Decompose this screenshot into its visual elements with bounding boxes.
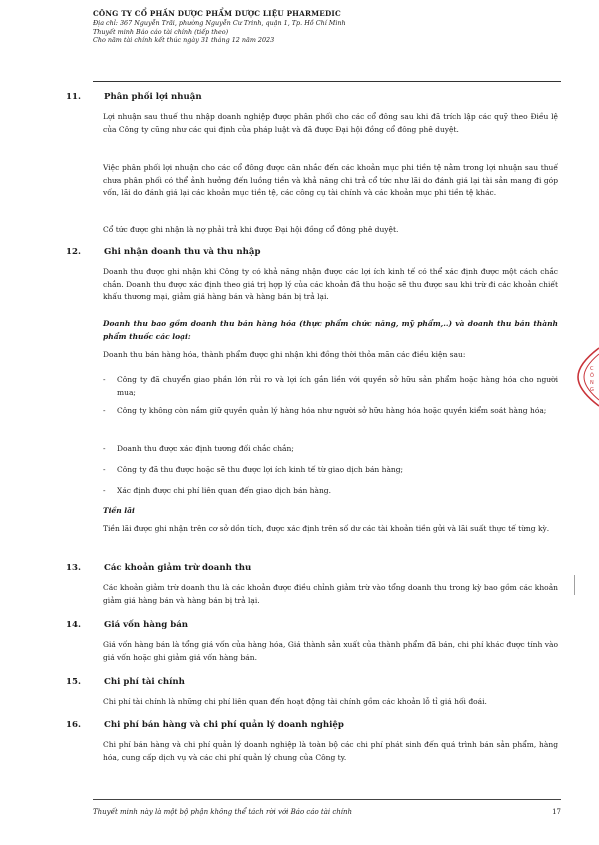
section-14-number: 14. xyxy=(66,620,81,630)
section-12-subheading-interest: Tiền lãi xyxy=(103,506,135,515)
section-12-paragraph-2: Doanh thu bán hàng hóa, thành phẩm được ghi nhận khi đồng thời thỏa mãn các điều kiện sau: xyxy=(103,350,466,359)
svg-text:Ô: Ô xyxy=(590,373,594,379)
list-bullet: - xyxy=(103,406,106,415)
svg-text:C: C xyxy=(590,366,594,372)
section-16-title: Chi phí bán hàng và chi phí quản lý doanh nghiệp xyxy=(104,720,344,730)
scan-mark xyxy=(573,575,576,595)
header-divider xyxy=(93,81,561,82)
section-15-paragraph-1: Chi phí tài chính là những chi phí liên quan đến hoạt động tài chính gồm các khoản lỗ tỉ giá hối đoái. xyxy=(103,697,487,706)
section-14-title: Giá vốn hàng bán xyxy=(104,620,189,630)
page-header xyxy=(93,9,553,45)
list-bullet: - xyxy=(103,465,106,474)
list-item-text: Doanh thu được xác định tương đối chắc chắn; xyxy=(117,444,294,453)
section-11-paragraph-3: Cổ tức được ghi nhận là nợ phải trả khi được Đại hội đồng cổ đông phê duyệt. xyxy=(103,225,399,234)
section-12-subheading-revenue: Doanh thu bao gồm doanh thu bán hàng hóa (thực phẩm chức năng, mỹ phẩm,..) và doanh thu bán thành phẩm thuốc các loại: xyxy=(103,319,558,341)
list-item xyxy=(103,405,558,418)
section-14-paragraph-1: Giá vốn hàng bán là tổng giá vốn của hàng hóa, Giá thành sản xuất của thành phẩm đã bán, chi phí khác được tính vào giá vốn hoặc ghi giảm giá vốn hàng bán. xyxy=(103,640,558,662)
footer-note: Thuyết minh này là một bộ phận không thể tách rời với Báo cáo tài chính xyxy=(93,808,353,816)
page-footer xyxy=(93,808,561,816)
section-15-title: Chi phí tài chính xyxy=(104,677,185,687)
section-13-paragraph-1: Các khoản giảm trừ doanh thu là các khoản được điều chỉnh giảm trừ vào tổng doanh thu trong kỳ bao gồm các khoản giảm giá hàng bán và hàng bán bị trả lại. xyxy=(103,583,558,605)
section-16-number: 16. xyxy=(66,720,81,730)
list-item xyxy=(103,374,558,399)
section-13-number: 13. xyxy=(66,563,81,573)
red-seal-stamp-icon xyxy=(575,346,599,408)
section-13-title: Các khoản giảm trừ doanh thu xyxy=(104,563,252,573)
company-address: Địa chỉ: 367 Nguyễn Trãi, phường Nguyễn Cư Trinh, quận 1, Tp. Hồ Chí Minh xyxy=(93,19,346,27)
section-12-paragraph-3: Tiền lãi được ghi nhận trên cơ sở dồn tích, được xác định trên số dư các tài khoản tiền gửi và lãi suất thực tế từng kỳ. xyxy=(103,524,550,533)
report-period: Cho năm tài chính kết thúc ngày 31 tháng 12 năm 2023 xyxy=(93,36,275,45)
list-bullet: - xyxy=(103,375,106,384)
section-15-number: 15. xyxy=(66,677,81,687)
company-name: CÔNG TY CỔ PHẦN DƯỢC PHẨM DƯỢC LIỆU PHARMEDIC xyxy=(93,9,341,18)
section-12-paragraph-1: Doanh thu được ghi nhận khi Công ty có khả năng nhận được các lợi ích kinh tế có thể xác định được một cách chắc chắn. Doanh thu được xác định theo giá trị hợp lý của các khoản đã thu hoặc sẽ thu được sau khi trừ đi các khoản chiết khấu thương mại, giảm giá hàng bán và hàng bán bị trả lại. xyxy=(103,267,558,302)
section-11-paragraph-1: Lợi nhuận sau thuế thu nhập doanh nghiệp được phân phối cho các cổ đông sau khi đã trích lập các quỹ theo Điều lệ của Công ty cũng như các qui định của pháp luật và đã được Đại hội đồng cổ đông phê duyệt. xyxy=(103,112,558,134)
list-item-text: Công ty không còn nắm giữ quyền quản lý hàng hóa như người sở hữu hàng hóa hoặc quyền kiểm soát hàng hóa; xyxy=(117,406,547,415)
list-item-text: Công ty đã chuyển giao phần lớn rủi ro và lợi ích gắn liền với quyền sở hữu sản phẩm hoặc hàng hóa cho người mua; xyxy=(117,375,558,397)
svg-text:N: N xyxy=(590,380,594,386)
report-title: Thuyết minh Báo cáo tài chính (tiếp theo) xyxy=(93,27,229,36)
list-item xyxy=(103,443,558,456)
section-11-number: 11. xyxy=(66,92,81,102)
section-12-title: Ghi nhận doanh thu và thu nhập xyxy=(104,247,261,257)
footer-divider xyxy=(93,799,561,800)
list-bullet: - xyxy=(103,486,106,495)
svg-text:G: G xyxy=(590,387,594,393)
section-11-title: Phân phối lợi nhuận xyxy=(104,92,202,102)
list-item-text: Công ty đã thu được hoặc sẽ thu được lợi ích kinh tế từ giao dịch bán hàng; xyxy=(117,465,404,474)
section-11-paragraph-2: Việc phân phối lợi nhuận cho các cổ đông được cân nhắc đến các khoản mục phi tiền tệ nằm trong lợi nhuận sau thuế chưa phân phối có thể ảnh hưởng đến luồng tiền và khả năng chi trả cổ tức như lãi do đánh giá lại tài sản mang đi góp vốn, lãi do đánh giá lại các khoản mục tiền tệ, các công cụ tài chính và các khoản mục phi tiền tệ khác. xyxy=(103,163,558,198)
section-16-paragraph-1: Chi phí bán hàng và chi phí quản lý doanh nghiệp là toàn bộ các chi phí phát sinh đến quá trình bán sản phẩm, hàng hóa, cung cấp dịch vụ và các chi phí quản lý chung của Công ty. xyxy=(103,740,558,762)
list-item xyxy=(103,464,558,477)
section-12-number: 12. xyxy=(66,247,81,257)
list-item-text: Xác định được chi phí liên quan đến giao dịch bán hàng. xyxy=(117,486,331,495)
list-bullet: - xyxy=(103,444,106,453)
page-number: 17 xyxy=(552,808,561,816)
list-item xyxy=(103,485,558,498)
